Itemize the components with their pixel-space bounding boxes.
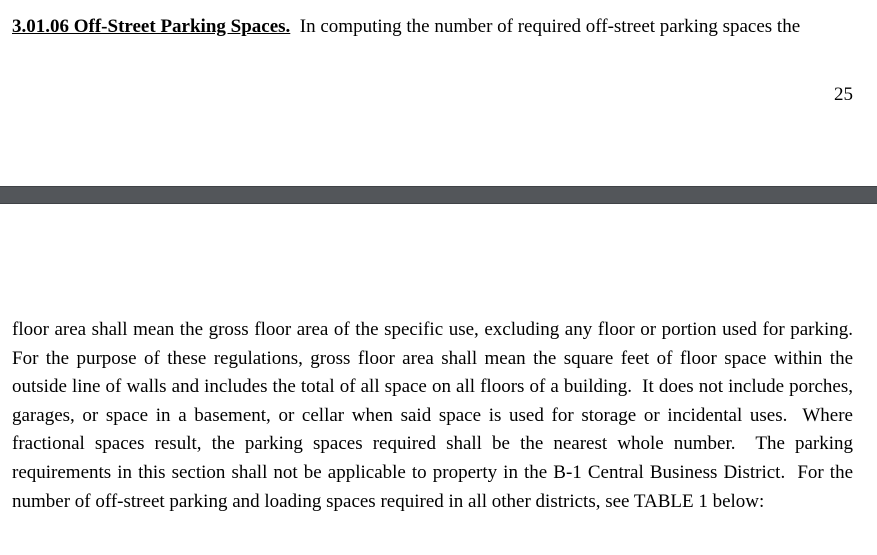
section-heading: 3.01.06 Off-Street Parking Spaces. — [12, 16, 291, 37]
page-number: 25 — [834, 84, 853, 105]
section-first-line — [12, 14, 853, 40]
document-page-top — [0, 0, 877, 186]
section-intro-text: In computing the number of required off-street parking spaces the — [290, 16, 801, 37]
document-page-bottom — [0, 204, 877, 555]
section-body-paragraph: floor area shall mean the gross floor area of the specific use, excluding any floor or portion used for parking. For the purpose of these regulations, gross floor area shall mean the square feet of floor space within the outside line of walls and includes the total of all space on all floors of a building. It does not include porches, garages, or space in a basement, or cellar when said space is used for storage or incidental uses. Where fractional spaces result, the parking spaces required shall be the nearest whole number. The parking requirements in this section shall not be applicable to property in the B-1 Central Business District. For the number of off-street parking and loading spaces required in all other districts, see TABLE 1 below: — [12, 319, 863, 512]
page-separator — [0, 186, 877, 204]
